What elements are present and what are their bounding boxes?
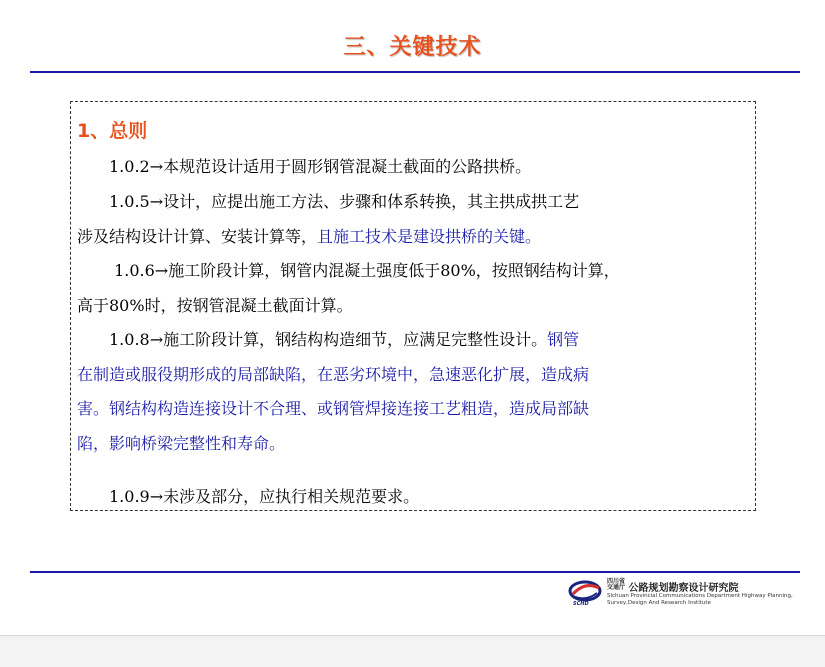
highlight-text: 陷，影响桥梁完整性和寿命。 <box>77 433 286 453</box>
paragraph-line <box>77 254 753 289</box>
logo-cn-small-1: 四川省 <box>607 578 626 585</box>
body-text: 1.0.9→未涉及部分，应执行相关规范要求。 <box>77 487 420 506</box>
body-text: 高于80%时，按钢管混凝土截面计算。 <box>77 295 353 315</box>
body-text: 1.0.6→施工阶段计算，钢管内混凝土强度低于80%，按照钢结构计算， <box>77 261 620 280</box>
clause-paragraph <box>77 254 753 323</box>
highlight-text: 且施工技术是建设拱桥的关键。 <box>317 226 542 246</box>
clause-paragraph <box>77 323 753 461</box>
clause-paragraph <box>77 150 753 185</box>
paragraph-line <box>77 427 753 462</box>
highlight-text: 害。钢结构构造连接设计不合理、或钢管焊接连接工艺粗造，造成局部缺 <box>77 399 590 418</box>
paragraph-line <box>77 185 753 220</box>
paragraph-line <box>77 289 753 324</box>
logo-en-line-1: Sichuan Provincial Communications Department Highway Planning, <box>607 593 793 599</box>
body-text: 1.0.8→施工阶段计算，钢结构构造细节，应满足完整性设计。 <box>77 330 548 349</box>
highlight-text: 钢管 <box>547 330 580 349</box>
logo-en-line-2: Survey,Design And Research Institute <box>607 599 711 606</box>
slide-title: 三、关键技术 <box>343 35 482 60</box>
institute-name-cn <box>607 579 739 594</box>
institute-name-en <box>607 593 793 606</box>
highlight-text: 在制造或服役期形成的局部缺陷，在恶劣环境中，急速恶化扩展，造成病 <box>77 364 590 384</box>
paragraph-line <box>77 150 753 185</box>
footer-divider <box>30 571 800 573</box>
content-box <box>70 101 756 511</box>
paragraph-line <box>77 358 753 393</box>
section-heading: 1、总则 <box>77 120 148 142</box>
paragraph-line <box>77 392 753 427</box>
window-footer-bar <box>0 635 825 667</box>
paragraph-line <box>77 220 753 255</box>
clause-paragraph <box>77 185 753 254</box>
institute-logo <box>567 579 807 611</box>
body-text: 涉及结构设计计算、安装计算等， <box>77 226 318 246</box>
body-text: 1.0.2→本规范设计适用于圆形钢管混凝土截面的公路拱桥。 <box>77 157 532 176</box>
logo-cn-small-2: 交通厅 <box>607 584 626 591</box>
paragraph-line <box>77 323 753 358</box>
logo-cn-main: 公路规划勘察设计研究院 <box>628 583 739 594</box>
clause-paragraph <box>77 480 753 515</box>
body-text: 1.0.5→设计，应提出施工方法、步骤和体系转换，其主拱成拱工艺 <box>77 192 580 211</box>
logo-mark-text: SCHD <box>573 601 589 607</box>
title-divider <box>30 71 800 73</box>
paragraph-line <box>77 480 753 515</box>
